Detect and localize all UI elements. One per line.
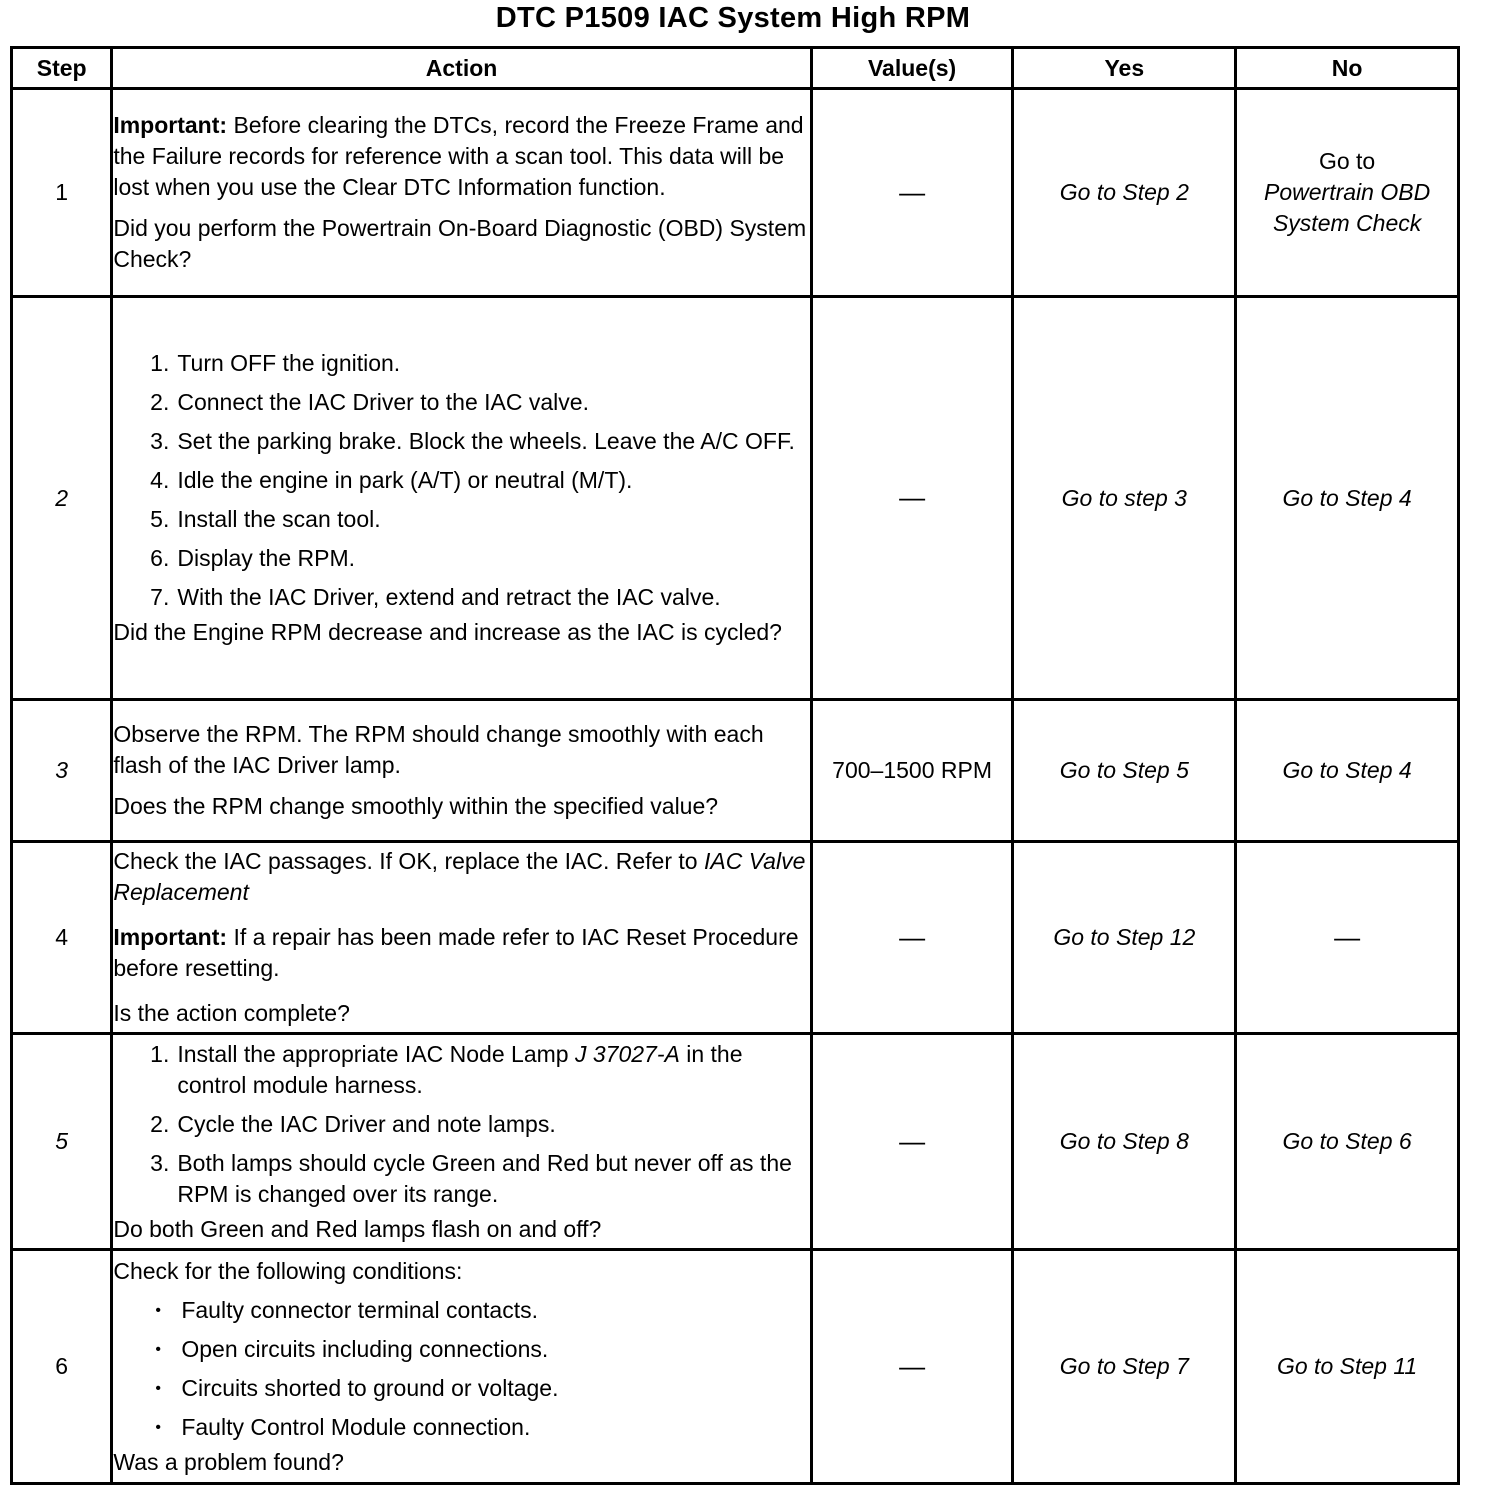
yes-link[interactable]: Go to step 3 — [1013, 297, 1236, 700]
value-cell: — — [811, 842, 1013, 1034]
step-number: 1 — [12, 89, 112, 297]
tool-number: J 37027-A — [574, 1040, 680, 1067]
action-text: Check the IAC passages. If OK, replace the IAC. Refer to IAC Valve Replacement — [113, 848, 806, 905]
action-cell — [112, 842, 811, 1034]
list-item: 3. Set the parking brake. Block the wheels. Leave the A/C OFF. — [150, 428, 795, 454]
question-text: Was a problem found? — [113, 1448, 344, 1475]
list-item: • Circuits shorted to ground or voltage. — [181, 1373, 809, 1404]
procedure-list — [113, 1039, 809, 1210]
yes-link[interactable]: Go to Step 8 — [1013, 1034, 1236, 1250]
action-cell — [112, 1250, 811, 1484]
step-number: 4 — [12, 842, 112, 1034]
important-label: Important: — [113, 924, 228, 950]
no-link[interactable]: Go to Step 4 — [1236, 297, 1459, 700]
header-row — [12, 48, 1459, 89]
step-number: 6 — [12, 1250, 112, 1484]
diagnostic-table — [10, 46, 1460, 1485]
yes-link[interactable]: Go to Step 2 — [1013, 89, 1236, 297]
action-cell — [112, 1034, 811, 1250]
table-row — [12, 842, 1459, 1034]
value-cell: — — [811, 297, 1013, 700]
no-link-text[interactable]: Powertrain OBD System Check — [1264, 179, 1431, 236]
list-item: • Open circuits including connections. — [181, 1334, 809, 1365]
header-no: No — [1236, 48, 1459, 89]
list-item: 2. Connect the IAC Driver to the IAC valve. — [150, 389, 589, 415]
important-note — [113, 110, 809, 203]
list-item: 1. Install the appropriate IAC Node Lamp J 37027-A in the control module harness. — [150, 1040, 743, 1098]
list-item: 7. With the IAC Driver, extend and retract the IAC valve. — [150, 584, 721, 610]
important-text: Before clearing the DTCs, record the Freeze Frame and the Failure records for reference with a scan tool. This data will be lost when you use the Clear DTC Information function. — [113, 112, 804, 200]
table-row — [12, 1034, 1459, 1250]
no-prefix: Go to — [1318, 148, 1376, 174]
list-item: 6. Display the RPM. — [150, 545, 356, 571]
header-action: Action — [112, 48, 811, 89]
important-note — [113, 922, 809, 984]
no-link[interactable] — [1236, 89, 1459, 297]
table-row — [12, 297, 1459, 700]
value-cell: 700–1500 RPM — [811, 700, 1013, 842]
important-text: If a repair has been made refer to IAC Reset Procedure before resetting. — [113, 924, 799, 981]
table-row — [12, 700, 1459, 842]
list-item: 1. Turn OFF the ignition. — [150, 350, 401, 376]
list-item: 4. Idle the engine in park (A/T) or neutral (M/T). — [150, 467, 633, 493]
list-item: • Faulty connector terminal contacts. — [181, 1295, 809, 1326]
step-number: 3 — [12, 700, 112, 842]
table-row — [12, 1250, 1459, 1484]
action-text: Observe the RPM. The RPM should change smoothly with each flash of the IAC Driver lamp. — [113, 721, 764, 778]
value-cell: — — [811, 1250, 1013, 1484]
yes-link[interactable]: Go to Step 5 — [1013, 700, 1236, 842]
question-text: Did you perform the Powertrain On-Board Diagnostic (OBD) System Check? — [113, 215, 807, 272]
header-yes: Yes — [1013, 48, 1236, 89]
step-number: 5 — [12, 1034, 112, 1250]
action-cell — [112, 700, 811, 842]
value-cell: — — [811, 1034, 1013, 1250]
no-link[interactable]: Go to Step 4 — [1236, 700, 1459, 842]
value-cell: — — [811, 89, 1013, 297]
list-item: 3. Both lamps should cycle Green and Red but never off as the RPM is changed over its range. — [150, 1149, 792, 1207]
no-link[interactable]: Go to Step 6 — [1236, 1034, 1459, 1250]
list-item: 2. Cycle the IAC Driver and note lamps. — [150, 1110, 556, 1137]
step-number: 2 — [12, 297, 112, 700]
yes-link[interactable]: Go to Step 12 — [1013, 842, 1236, 1034]
reference-link[interactable]: IAC Valve Replacement — [113, 848, 806, 905]
no-link[interactable]: Go to Step 11 — [1236, 1250, 1459, 1484]
action-cell — [112, 297, 811, 700]
action-cell — [112, 89, 811, 297]
header-step: Step — [12, 48, 112, 89]
header-values: Value(s) — [811, 48, 1013, 89]
question-text: Do both Green and Red lamps flash on and off? — [113, 1215, 602, 1242]
action-text: Check for the following conditions: — [113, 1257, 463, 1284]
question-text: Is the action complete? — [113, 1000, 350, 1026]
important-label: Important: — [113, 112, 228, 138]
yes-link[interactable]: Go to Step 7 — [1013, 1250, 1236, 1484]
list-item: 5. Install the scan tool. — [150, 506, 381, 532]
procedure-list — [113, 348, 809, 613]
question-text: Does the RPM change smoothly within the specified value? — [113, 793, 719, 819]
no-cell: — — [1236, 842, 1459, 1034]
list-item: • Faulty Control Module connection. — [181, 1412, 809, 1443]
question-text: Did the Engine RPM decrease and increase as the IAC is cycled? — [113, 619, 782, 645]
table-row — [12, 89, 1459, 297]
condition-list — [113, 1295, 809, 1443]
page-title: DTC P1509 IAC System High RPM — [495, 2, 971, 34]
